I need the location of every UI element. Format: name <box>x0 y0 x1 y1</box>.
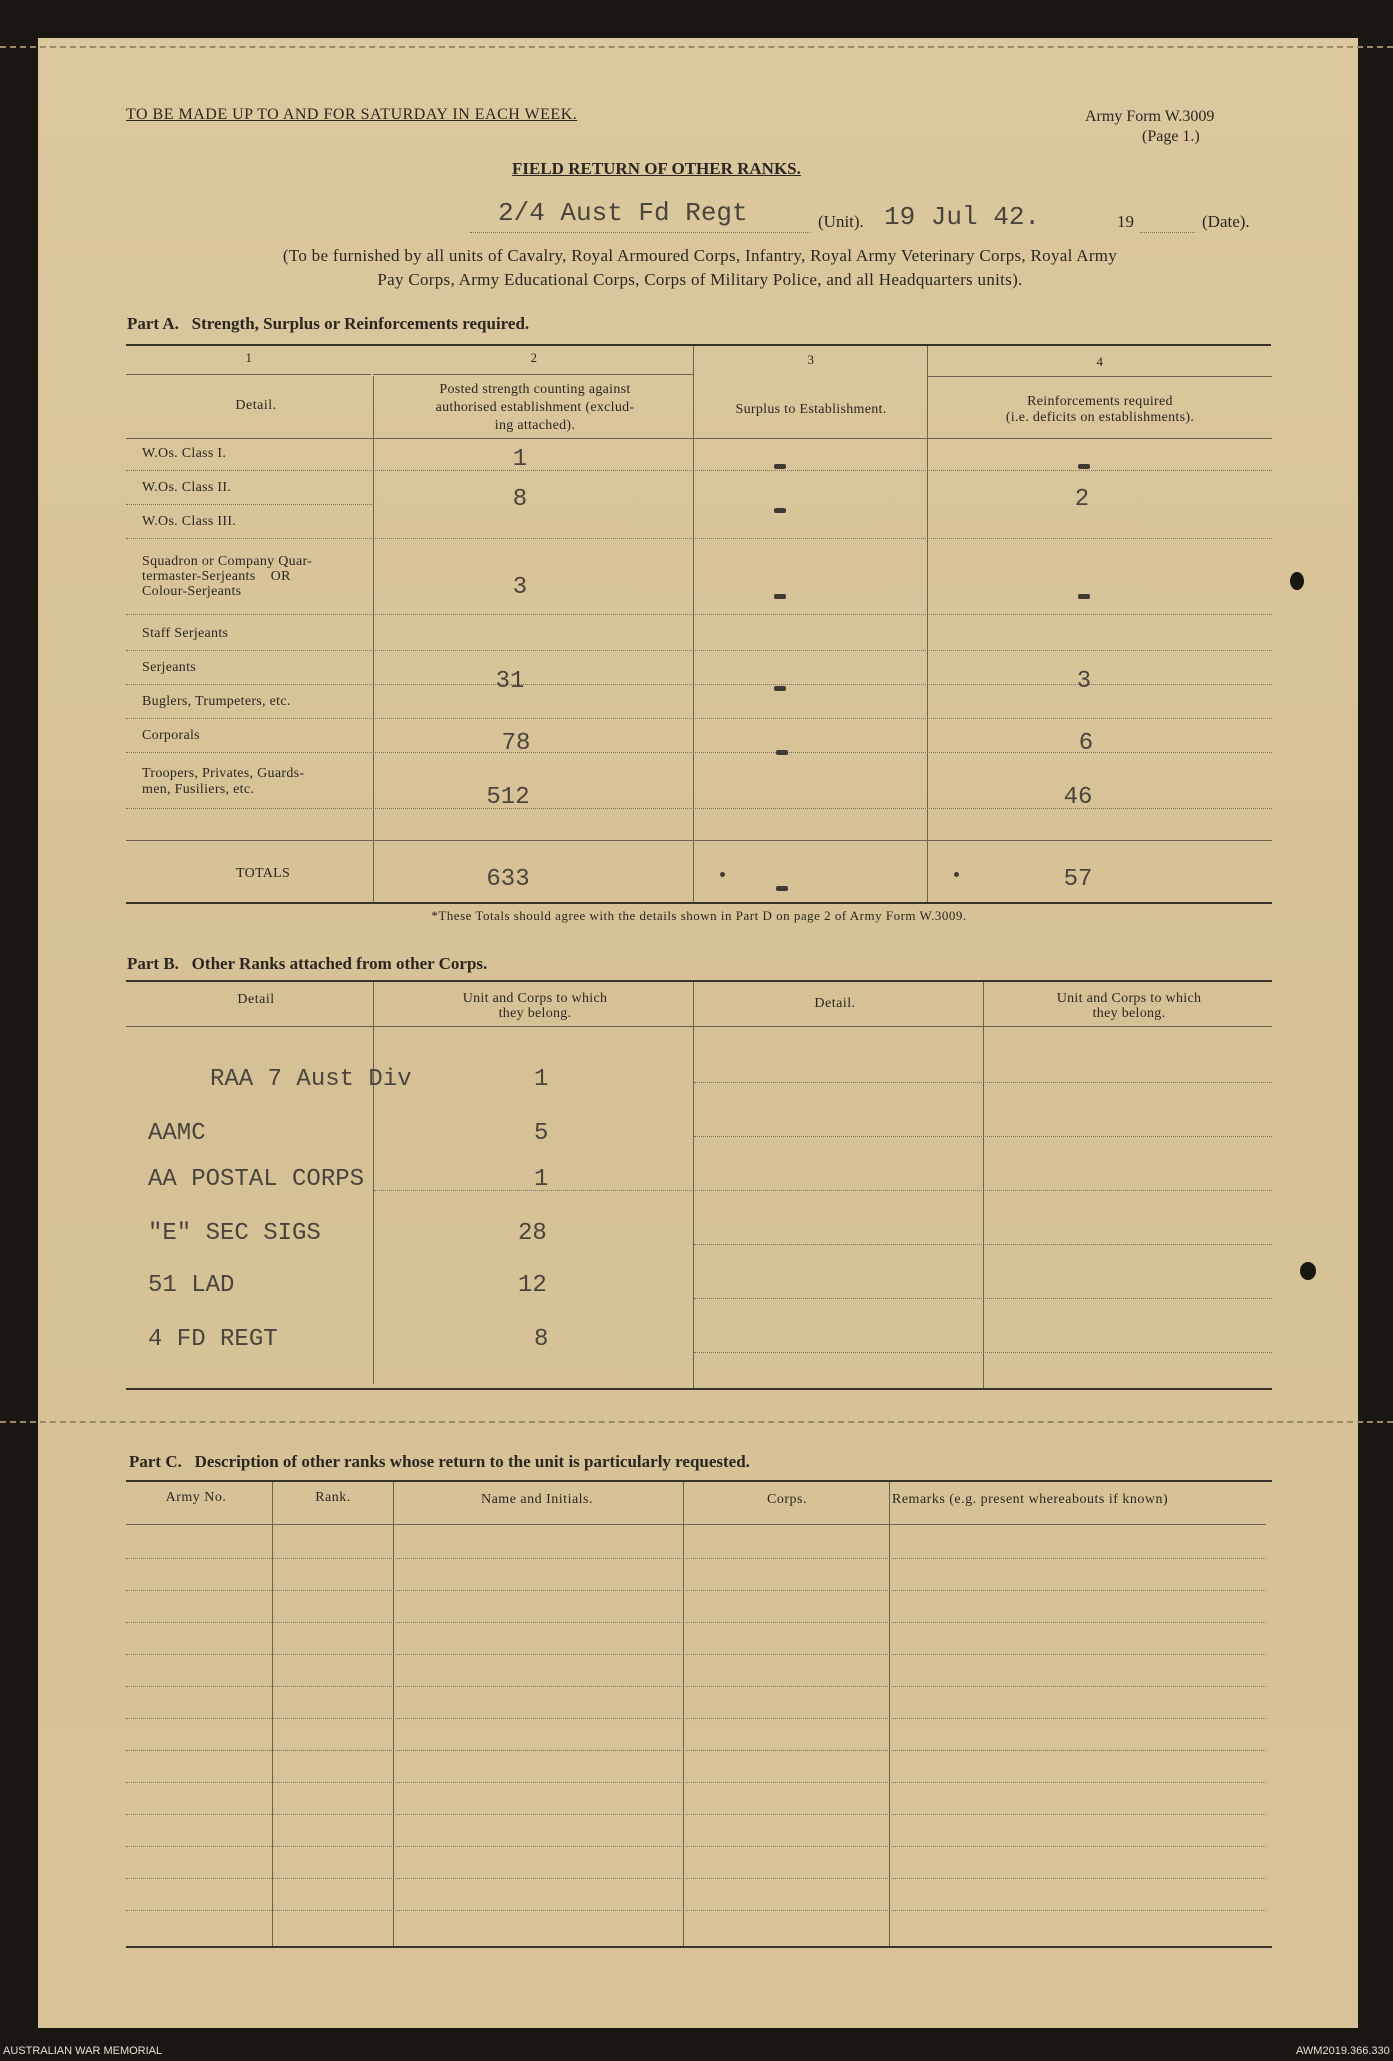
troop-reinf: 46 <box>1063 784 1093 811</box>
part-c-bottom-rule <box>126 1946 1272 1948</box>
part-b-top-rule <box>126 980 1272 982</box>
totals-rule <box>126 840 1272 841</box>
unit-underline <box>470 232 810 233</box>
part-c-row-rule <box>126 1878 1266 1879</box>
form-title: FIELD RETURN OF OTHER RANKS. <box>512 159 801 178</box>
col-number-2: 2 <box>530 350 538 365</box>
part-a-bottom-rule <box>126 902 1272 904</box>
total-posted: 633 <box>486 866 530 893</box>
attached-count: 5 <box>534 1120 549 1147</box>
col-header-surplus: Surplus to Establishment. <box>735 402 887 417</box>
part-c-col-remarks: Remarks (e.g. present whereabouts if known) <box>892 1492 1169 1507</box>
punch-hole <box>1300 1262 1316 1280</box>
wo1-surplus-dash <box>770 456 790 474</box>
unit-value: 2/4 Aust Fd Regt <box>498 198 748 228</box>
part-a-divider-1 <box>373 376 374 902</box>
date-value: 19 Jul 42. <box>884 202 1041 232</box>
part-c-row-rule <box>126 1686 1266 1687</box>
row-totals: TOTALS <box>236 866 291 881</box>
form-page <box>38 38 1358 2028</box>
part-c-row-rule <box>126 1910 1266 1911</box>
part-c-header-rule <box>126 1524 1266 1525</box>
attached-detail: RAA 7 Aust Div <box>210 1066 412 1093</box>
part-c-row-rule <box>126 1654 1266 1655</box>
row-sqn-2: termaster-Serjeants OR <box>142 569 291 584</box>
col-number-rule <box>373 374 693 375</box>
part-c-row-rule <box>126 1590 1266 1591</box>
part-b-row-rule <box>694 1298 1272 1299</box>
part-c-heading: Part C. Description of other ranks whose return to the unit is particularly requested. <box>129 1452 750 1471</box>
wo1-reinf-dash <box>1074 456 1094 474</box>
part-b-row-rule <box>694 1352 1272 1353</box>
part-b-bottom-rule <box>126 1388 1272 1390</box>
row-buglers: Buglers, Trumpeters, etc. <box>142 694 291 709</box>
part-b-col-unit2-1: Unit and Corps to which <box>1056 991 1202 1006</box>
furnish-line-2: Pay Corps, Army Educational Corps, Corps of Military Police, and all Headquarters units). <box>377 270 1023 289</box>
part-b-col-detail: Detail <box>237 992 275 1007</box>
wo2-surplus-dash <box>770 500 790 518</box>
col-number-rule <box>126 374 371 375</box>
row-troopers-2: men, Fusiliers, etc. <box>142 782 255 797</box>
col-header-reinf-1: Reinforcements required <box>1027 394 1173 409</box>
part-b-heading: Part B. Other Ranks attached from other Corps. <box>127 954 488 973</box>
date-year: 19 <box>1117 212 1134 231</box>
part-b-col-detail-2: Detail. <box>814 996 856 1011</box>
col-number-3: 3 <box>807 352 815 367</box>
page-number: (Page 1.) <box>1142 128 1200 145</box>
corp-posted: 78 <box>501 730 531 757</box>
corp-reinf: 6 <box>1078 730 1094 757</box>
attached-detail: 51 LAD <box>148 1272 235 1299</box>
sqn-surplus-dash <box>770 586 790 604</box>
row-rule <box>126 538 1272 539</box>
form-number: Army Form W.3009 <box>1085 108 1215 125</box>
unit-label: (Unit). <box>818 212 864 231</box>
part-a-divider-3 <box>927 346 928 902</box>
col-header-posted-3: ing attached). <box>494 418 576 433</box>
attached-count: 12 <box>518 1272 547 1299</box>
wo2-posted: 8 <box>512 486 528 513</box>
part-b-divider-2 <box>693 982 694 1388</box>
col-number-4: 4 <box>1096 354 1104 369</box>
row-rule <box>126 614 1272 615</box>
attached-detail: 4 FD REGT <box>148 1326 278 1353</box>
col-number-rule <box>928 376 1272 377</box>
row-rule <box>126 504 372 505</box>
row-wo1: W.Os. Class I. <box>142 446 227 461</box>
row-wo2: W.Os. Class II. <box>142 480 232 495</box>
col-header-reinf-2: (i.e. deficits on establishments). <box>1005 410 1195 425</box>
part-c-row-rule <box>126 1558 1266 1559</box>
sqn-reinf-dash <box>1074 586 1094 604</box>
row-staff: Staff Serjeants <box>142 626 229 641</box>
instruction-text: TO BE MADE UP TO AND FOR SATURDAY IN EACH WEEK. <box>126 106 578 123</box>
attached-detail: AA POSTAL CORPS <box>148 1166 365 1193</box>
corp-surplus-dash <box>772 742 792 760</box>
part-c-row-rule <box>126 1622 1266 1623</box>
attached-count: 28 <box>518 1220 547 1247</box>
part-c-col-army-no: Army No. <box>165 1490 227 1505</box>
sqn-posted: 3 <box>512 574 528 601</box>
part-c-row-rule <box>126 1718 1266 1719</box>
punch-hole <box>1290 572 1304 590</box>
total-reinf: 57 <box>1063 866 1093 893</box>
part-c-row-rule <box>126 1750 1266 1751</box>
part-b-header-rule <box>126 1026 1272 1027</box>
part-b-row-rule <box>374 1190 1272 1191</box>
total-surplus-dash <box>772 878 792 896</box>
row-troopers-1: Troopers, Privates, Guards- <box>142 766 305 781</box>
part-c-row-rule <box>126 1782 1266 1783</box>
total-reinf-asterisk <box>954 872 959 877</box>
part-b-row-rule <box>694 1082 1272 1083</box>
wo1-posted: 1 <box>512 446 528 473</box>
attached-count: 1 <box>534 1066 549 1093</box>
row-rule <box>126 470 1272 471</box>
part-a-heading: Part A. Strength, Surplus or Reinforcements required. <box>127 314 530 333</box>
part-b-col-unit-2: they belong. <box>498 1006 572 1021</box>
troop-posted: 512 <box>486 784 530 811</box>
col-header-detail: Detail. <box>235 398 277 413</box>
attached-detail: AAMC <box>148 1120 206 1147</box>
col-header-posted-1: Posted strength counting against <box>439 382 631 397</box>
row-serjeants: Serjeants <box>142 660 197 675</box>
part-c-col-name: Name and Initials. <box>480 1492 594 1507</box>
furnish-line-1: (To be furnished by all units of Cavalry, Royal Armoured Corps, Infantry, Royal Army Veterinary Corps, Royal Army <box>282 246 1118 265</box>
col-header-posted-2: authorised establishment (exclud- <box>435 400 635 415</box>
total-surplus-asterisk <box>720 872 725 877</box>
part-b-divider-3 <box>983 982 984 1388</box>
header-rule <box>126 438 1272 439</box>
perforation-top <box>0 46 1393 48</box>
part-b-divider-1 <box>373 982 374 1384</box>
date-underline <box>1140 232 1195 233</box>
part-c-top-rule <box>126 1480 1272 1482</box>
part-b-row-rule <box>694 1244 1272 1245</box>
serj-posted: 31 <box>495 668 525 695</box>
date-label: (Date). <box>1202 212 1250 231</box>
serj-reinf: 3 <box>1076 668 1092 695</box>
row-corporals: Corporals <box>142 728 200 743</box>
attached-count: 8 <box>534 1326 549 1353</box>
part-c-row-rule <box>126 1846 1266 1847</box>
row-rule <box>126 650 1272 651</box>
footer-accession: AWM2019.366.330 <box>1296 2045 1390 2057</box>
part-a-divider-2 <box>693 346 694 902</box>
footer-institution: AUSTRALIAN WAR MEMORIAL <box>3 2045 163 2057</box>
part-b-row-rule <box>694 1136 1272 1137</box>
perforation-middle <box>0 1421 1393 1423</box>
row-sqn-1: Squadron or Company Quar- <box>142 554 313 569</box>
serj-surplus-dash <box>770 678 790 696</box>
part-c-row-rule <box>126 1814 1266 1815</box>
row-wo3: W.Os. Class III. <box>142 514 237 529</box>
row-sqn-3: Colour-Serjeants <box>142 584 242 599</box>
part-a-footnote: *These Totals should agree with the details shown in Part D on page 2 of Army Form W.3009. <box>431 908 967 923</box>
col-number-1: 1 <box>245 350 253 365</box>
attached-detail: "E" SEC SIGS <box>148 1220 321 1247</box>
part-b-col-unit2-2: they belong. <box>1092 1006 1166 1021</box>
row-rule <box>126 718 1272 719</box>
part-b-col-unit-1: Unit and Corps to which <box>462 991 608 1006</box>
part-a-top-rule <box>126 344 1271 346</box>
part-c-col-rank: Rank. <box>315 1490 351 1505</box>
wo2-reinf: 2 <box>1074 486 1090 513</box>
attached-count: 1 <box>534 1166 549 1193</box>
part-c-col-corps: Corps. <box>767 1492 807 1507</box>
